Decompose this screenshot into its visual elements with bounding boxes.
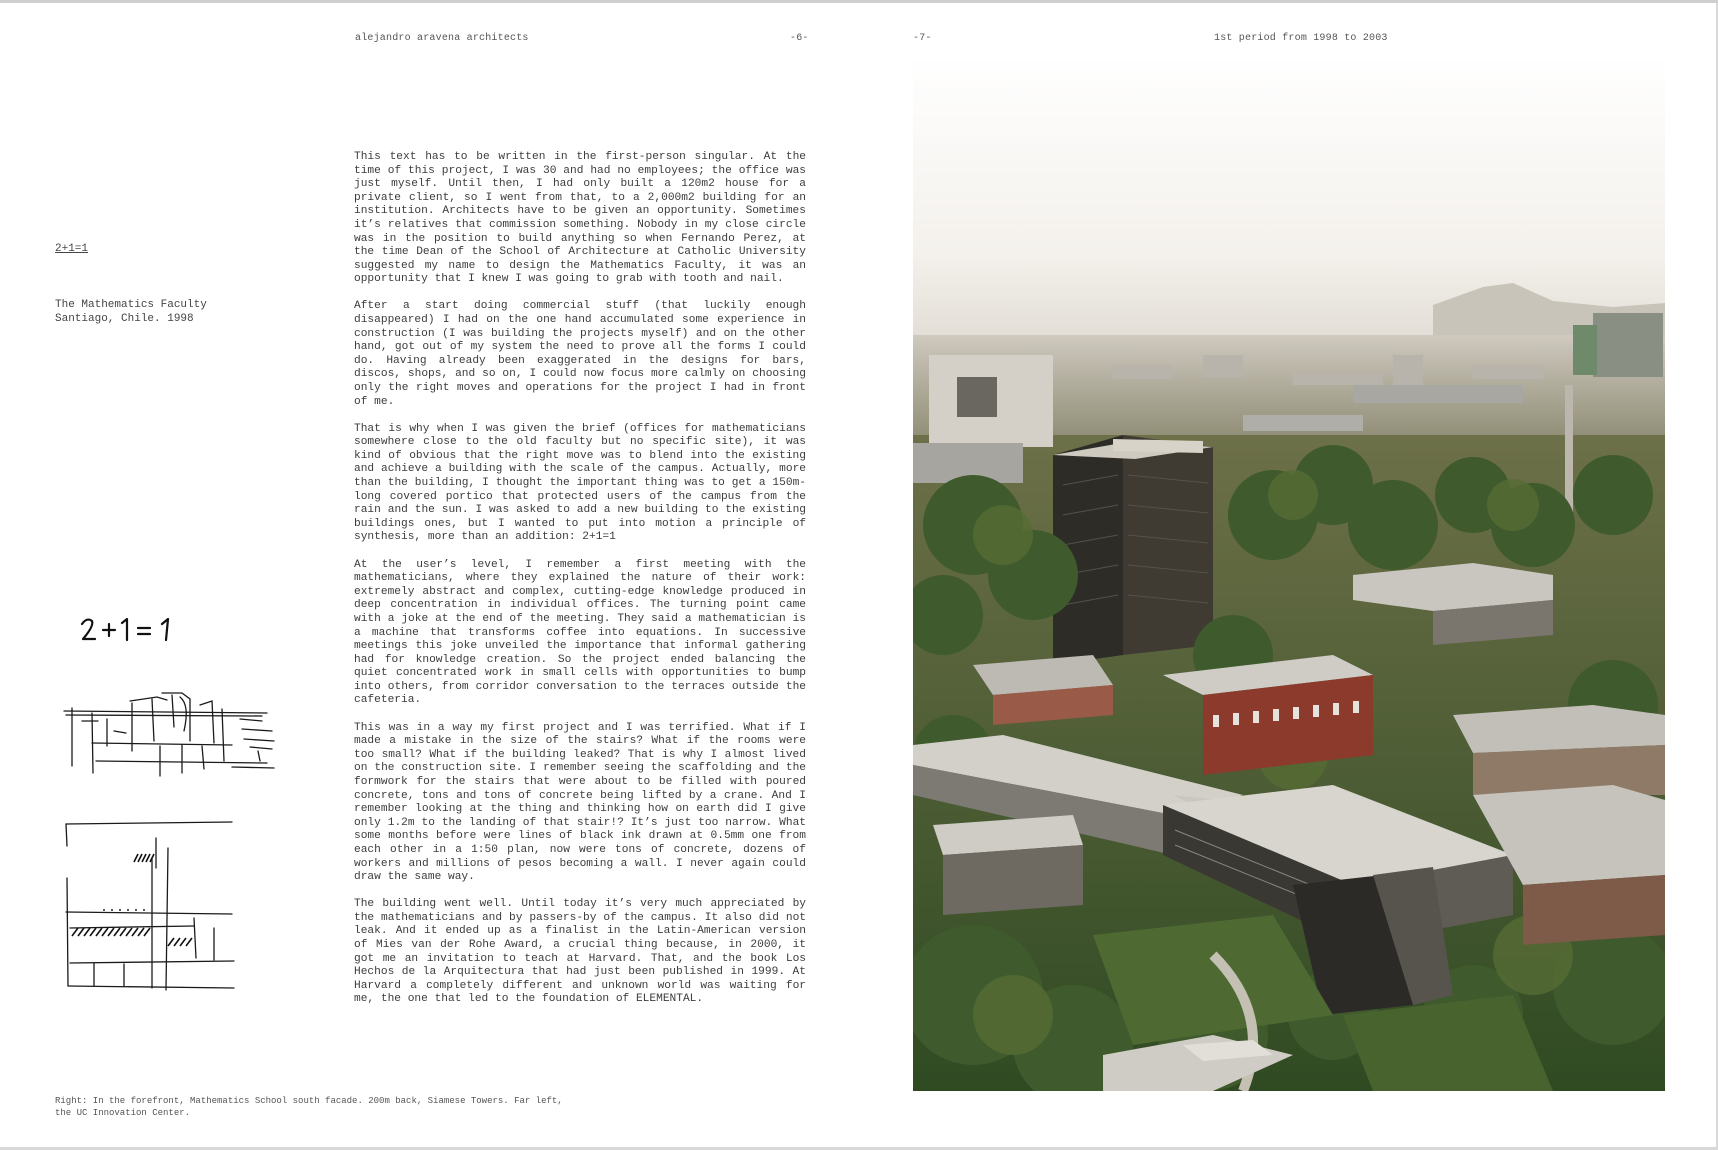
left-page-number: -6-	[790, 33, 809, 44]
essay-text	[354, 151, 806, 1020]
project-name: The Mathematics Faculty	[55, 299, 207, 311]
right-page-number: -7-	[913, 33, 932, 44]
paragraph: At the user’s level, I remember a first meeting with the mathematicians, where they explained the nature of their work: extremely abstract and complex, cutting-edge knowledge produced in deep concentration in individual offices. The turning point came with a joke at the end of the meeting. They said a mathematician is a machine that transforms coffee into equations. In successive meetings this joke unveiled the importance that informal gathering had for knowledge creation. So the project ended balancing the quiet concentrated work in small cells with opportunities to bump into others, from corridor conversation to the terraces outside the cafeteria.	[354, 558, 806, 707]
right-running-header: 1st period from 1998 to 2003	[1214, 33, 1388, 44]
formula-sketch	[78, 615, 188, 647]
paragraph: This was in a way my first project and I was terrified. What if I made a mistake in the size of the stairs? What if the rooms were too small? What if the building leaked? That is why I almost lived on the construction site. I remember seeing the scaffolding and the formwork for the stairs that were about to be filled with poured concrete, tons and tons of concrete being lifted by a crane. And I remember looking at the thing and thinking how on earth did I give only 1.2m to the landing of that stair!? It’s just too narrow. What some months before were lines of black ink drawn at 0.5mm one from each other in a 1:50 plan, now were tons of concrete, dozens of workers and millions of pesos becoming a wall. I never again could draw the same way.	[354, 721, 806, 884]
project-info	[55, 298, 207, 326]
project-tag: 2+1=1	[55, 243, 89, 255]
section-sketch	[64, 818, 239, 998]
left-running-header: alejandro aravena architects	[355, 33, 529, 44]
photo-caption	[55, 1095, 575, 1119]
project-location: Santiago, Chile. 1998	[55, 313, 194, 325]
caption-line: the UC Innovation Center.	[55, 1108, 191, 1118]
paragraph: After a start doing commercial stuff (that luckily enough disappeared) I had on the one hand accumulated some experience in construction (I was building the projects myself) and on the other hand, got out of my system the need to prove all the forms I could do. Having already been exaggerated in the designs for bars, discos, shops, and so on, I could now focus more calmly on choosing only the right moves and operations for the project I had in front of me.	[354, 300, 806, 408]
paragraph: That is why when I was given the brief (offices for mathematicians somewhere close to the old faculty but no specific site), it was kind of obvious that the right move was to blend into the existing and achieve a building with the scale of the campus. Actually, more than the building, I thought the important thing was to get a 150m-long covered portico that protected users of the campus from the rain and the sun. I was asked to add a new building to the existing buildings ones, but I wanted to put into motion a principle of synthesis, more than an addition: 2+1=1	[354, 422, 806, 544]
book-spread	[0, 3, 1716, 1147]
elevation-sketch	[62, 691, 277, 781]
aerial-campus-photo	[913, 55, 1665, 1091]
paragraph: The building went well. Until today it’s very much appreciated by the mathematicians and by passers-by of the campus. It also did not leak. And it ended up as a finalist in the Latin-American version of Mies van der Rohe Award, a crucial thing because, in 2000, it got me an invitation to teach at Harvard. That, and the book Los Hechos de la Arquitectura that had just been published in 1999. At Harvard a completely different and unknown world was waiting for me, the one that led to the foundation of ELEMENTAL.	[354, 898, 806, 1006]
caption-line: Right: In the forefront, Mathematics School south facade. 200m back, Siamese Towers. Far left,	[55, 1096, 563, 1106]
paragraph: This text has to be written in the first-person singular. At the time of this project, I was 30 and had no employees; the office was just myself. Until then, I had only built a 120m2 house for a private client, so I went from that, to a 2,000m2 building for an institution. Architects have to be given an opportunity. Sometimes it’s relatives that commission something. Nobody in my close circle was in the position to build anything so when Fernando Perez, at the time Dean of the School of Architecture at Catholic University suggested my name to design the Mathematics Faculty, it was an opportunity that I knew I was going to grab with tooth and nail.	[354, 151, 806, 286]
aerial-photo-illustration	[913, 55, 1665, 1091]
